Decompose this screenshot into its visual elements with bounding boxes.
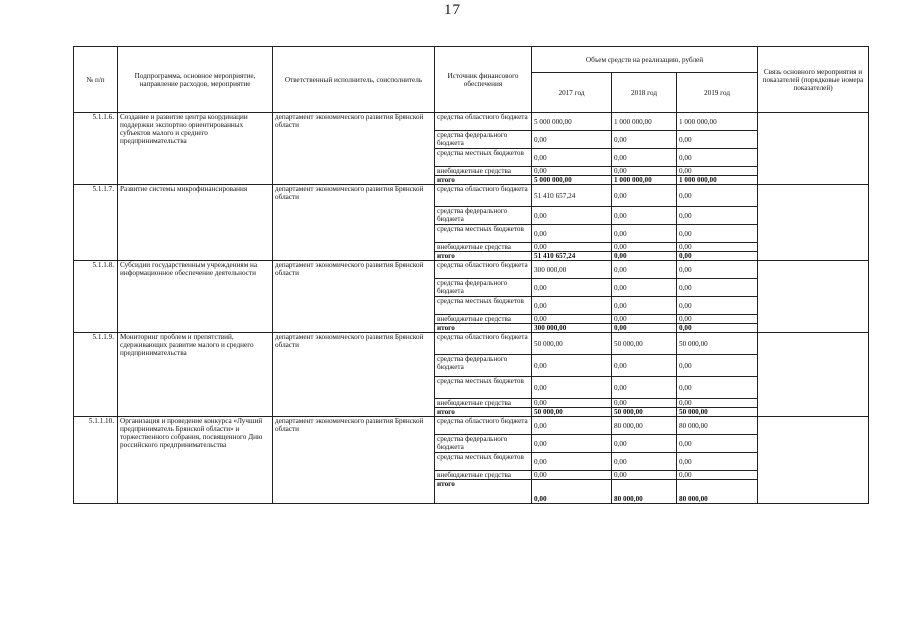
row-executor: департамент экономического развития Брянской области — [273, 113, 435, 185]
amount-2018: 0,00 — [612, 355, 677, 377]
amount-2019: 0,00 — [677, 167, 758, 176]
funding-source: средства местных бюджетов — [435, 149, 532, 167]
table-row — [74, 261, 869, 279]
funding-source: внебюджетные средства — [435, 243, 532, 252]
table-row — [74, 333, 869, 355]
header-link: Связь основного мероприятия и показателей (порядковые номера показателей) — [758, 47, 869, 113]
funding-source: средства федерального бюджета — [435, 207, 532, 225]
amount-2019: 0,00 — [677, 279, 758, 297]
funding-source: средства областного бюджета — [435, 417, 532, 435]
amount-2017: 0,00 — [532, 377, 612, 399]
funding-source: внебюджетные средства — [435, 471, 532, 480]
amount-2018: 0,00 — [612, 471, 677, 480]
amount-2017: 5 000 000,00 — [532, 113, 612, 131]
table-row — [74, 113, 869, 131]
amount-2019: 50 000,00 — [677, 408, 758, 417]
amount-2018: 0,00 — [612, 149, 677, 167]
row-number: 5.1.1.8. — [74, 261, 118, 333]
amount-2017: 0,00 — [532, 297, 612, 315]
amount-2019: 0,00 — [677, 252, 758, 261]
financing-table — [73, 46, 869, 504]
indicator-link — [758, 113, 869, 185]
header-executor: Ответственный исполнитель, соисполнитель — [273, 47, 435, 113]
amount-2018: 0,00 — [612, 315, 677, 324]
amount-2018: 0,00 — [612, 279, 677, 297]
amount-2018: 0,00 — [612, 399, 677, 408]
amount-2017: 0,00 — [532, 149, 612, 167]
indicator-link — [758, 333, 869, 417]
header-year-2017: 2017 год — [532, 73, 612, 113]
funding-source: средства областного бюджета — [435, 185, 532, 207]
row-name: Субсидии государственным учреждениям на информационное обеспечение деятельности — [118, 261, 273, 333]
row-number: 5.1.1.9. — [74, 333, 118, 417]
row-name: Организация и проведение конкурса «Лучший предприниматель Брянской области» и торжественного собрания, посвященного Дню российского предпринимательства — [118, 417, 273, 504]
amount-2019: 0,00 — [677, 315, 758, 324]
amount-2019: 0,00 — [677, 435, 758, 453]
amount-2019: 0,00 — [677, 297, 758, 315]
amount-2019: 80 000,00 — [677, 417, 758, 435]
amount-2019: 0,00 — [677, 131, 758, 149]
amount-2019: 0,00 — [677, 453, 758, 471]
amount-2018: 0,00 — [612, 377, 677, 399]
amount-2017: 0,00 — [532, 279, 612, 297]
funding-source: средства местных бюджетов — [435, 225, 532, 243]
row-executor: департамент экономического развития Брянской области — [273, 185, 435, 261]
amount-2018: 0,00 — [612, 185, 677, 207]
funding-source: средства федерального бюджета — [435, 279, 532, 297]
amount-2018: 80 000,00 — [612, 417, 677, 435]
amount-2017: 300 000,00 — [532, 324, 612, 333]
funding-source: итого — [435, 324, 532, 333]
header-volume: Объем средств на реализацию, рублей — [532, 47, 758, 73]
amount-2018: 0,00 — [612, 453, 677, 471]
amount-2017: 0,00 — [532, 355, 612, 377]
row-number: 5.1.1.7. — [74, 185, 118, 261]
amount-2019: 1 000 000,00 — [677, 113, 758, 131]
amount-2018: 0,00 — [612, 131, 677, 149]
amount-2017: 0,00 — [532, 471, 612, 480]
amount-2018: 0,00 — [612, 225, 677, 243]
funding-source: средства областного бюджета — [435, 333, 532, 355]
funding-source: итого — [435, 408, 532, 417]
row-executor: департамент экономического развития Брянской области — [273, 333, 435, 417]
amount-2017: 0,00 — [532, 207, 612, 225]
row-name: Создание и развитие центра координации поддержки экспортно ориентированных субъектов малого и среднего предпринимательства — [118, 113, 273, 185]
amount-2017: 5 000 000,00 — [532, 176, 612, 185]
amount-2018: 0,00 — [612, 167, 677, 176]
amount-2017: 0,00 — [532, 435, 612, 453]
amount-2018: 1 000 000,00 — [612, 176, 677, 185]
amount-2018: 0,00 — [612, 297, 677, 315]
funding-source: средства федерального бюджета — [435, 435, 532, 453]
funding-source: внебюджетные средства — [435, 315, 532, 324]
amount-2018: 0,00 — [612, 261, 677, 279]
amount-2017: 0,00 — [532, 453, 612, 471]
header-source: Источник финансового обеспечения — [435, 47, 532, 113]
amount-2017: 0,00 — [532, 417, 612, 435]
amount-2018: 0,00 — [612, 207, 677, 225]
funding-source: средства местных бюджетов — [435, 377, 532, 399]
amount-2017: 0,00 — [532, 225, 612, 243]
funding-source: внебюджетные средства — [435, 399, 532, 408]
funding-source: итого — [435, 176, 532, 185]
header-num: № п/п — [74, 47, 118, 113]
amount-2019: 0,00 — [677, 399, 758, 408]
funding-source: внебюджетные средства — [435, 167, 532, 176]
funding-source: средства федерального бюджета — [435, 355, 532, 377]
funding-source: средства местных бюджетов — [435, 297, 532, 315]
amount-2019: 0,00 — [677, 225, 758, 243]
amount-2017: 0,00 — [532, 131, 612, 149]
amount-2019: 0,00 — [677, 261, 758, 279]
funding-source: итого — [435, 252, 532, 261]
row-name: Мониторинг проблем и препятствий, сдерживающих развитие малого и среднего предпринимательства — [118, 333, 273, 417]
header-year-2018: 2018 год — [612, 73, 677, 113]
amount-2018: 80 000,00 — [612, 480, 677, 504]
amount-2019: 0,00 — [677, 324, 758, 333]
row-number: 5.1.1.6. — [74, 113, 118, 185]
amount-2019: 0,00 — [677, 149, 758, 167]
funding-source: итого — [435, 480, 532, 504]
amount-2019: 0,00 — [677, 207, 758, 225]
amount-2019: 0,00 — [677, 243, 758, 252]
header-program: Подпрограмма, основное мероприятие, направление расходов, мероприятие — [118, 47, 273, 113]
amount-2018: 0,00 — [612, 243, 677, 252]
amount-2019: 0,00 — [677, 471, 758, 480]
header-year-2019: 2019 год — [677, 73, 758, 113]
funding-source: средства федерального бюджета — [435, 131, 532, 149]
table-row — [74, 185, 869, 207]
amount-2017: 0,00 — [532, 167, 612, 176]
funding-source: средства областного бюджета — [435, 261, 532, 279]
amount-2019: 80 000,00 — [677, 480, 758, 504]
indicator-link — [758, 417, 869, 504]
amount-2018: 0,00 — [612, 252, 677, 261]
row-executor: департамент экономического развития Брянской области — [273, 417, 435, 504]
row-name: Развитие системы микрофинансирования — [118, 185, 273, 261]
amount-2018: 0,00 — [612, 435, 677, 453]
amount-2017: 0,00 — [532, 243, 612, 252]
amount-2018: 1 000 000,00 — [612, 113, 677, 131]
amount-2019: 0,00 — [677, 185, 758, 207]
amount-2018: 0,00 — [612, 324, 677, 333]
amount-2019: 50 000,00 — [677, 333, 758, 355]
amount-2017: 50 000,00 — [532, 333, 612, 355]
amount-2019: 0,00 — [677, 355, 758, 377]
row-number: 5.1.1.10. — [74, 417, 118, 504]
amount-2019: 1 000 000,00 — [677, 176, 758, 185]
amount-2017: 50 000,00 — [532, 408, 612, 417]
amount-2019: 0,00 — [677, 377, 758, 399]
table-body — [74, 113, 869, 504]
funding-source: средства местных бюджетов — [435, 453, 532, 471]
funding-source: средства областного бюджета — [435, 113, 532, 131]
amount-2018: 50 000,00 — [612, 408, 677, 417]
amount-2017: 0,00 — [532, 315, 612, 324]
table-row — [74, 417, 869, 435]
amount-2017: 0,00 — [532, 399, 612, 408]
amount-2017: 300 000,00 — [532, 261, 612, 279]
amount-2017: 51 410 657,24 — [532, 252, 612, 261]
indicator-link — [758, 185, 869, 261]
amount-2017: 51 410 657,24 — [532, 185, 612, 207]
indicator-link — [758, 261, 869, 333]
amount-2017: 0,00 — [532, 480, 612, 504]
page-number: 17 — [444, 2, 461, 18]
amount-2018: 50 000,00 — [612, 333, 677, 355]
row-executor: департамент экономического развития Брянской области — [273, 261, 435, 333]
